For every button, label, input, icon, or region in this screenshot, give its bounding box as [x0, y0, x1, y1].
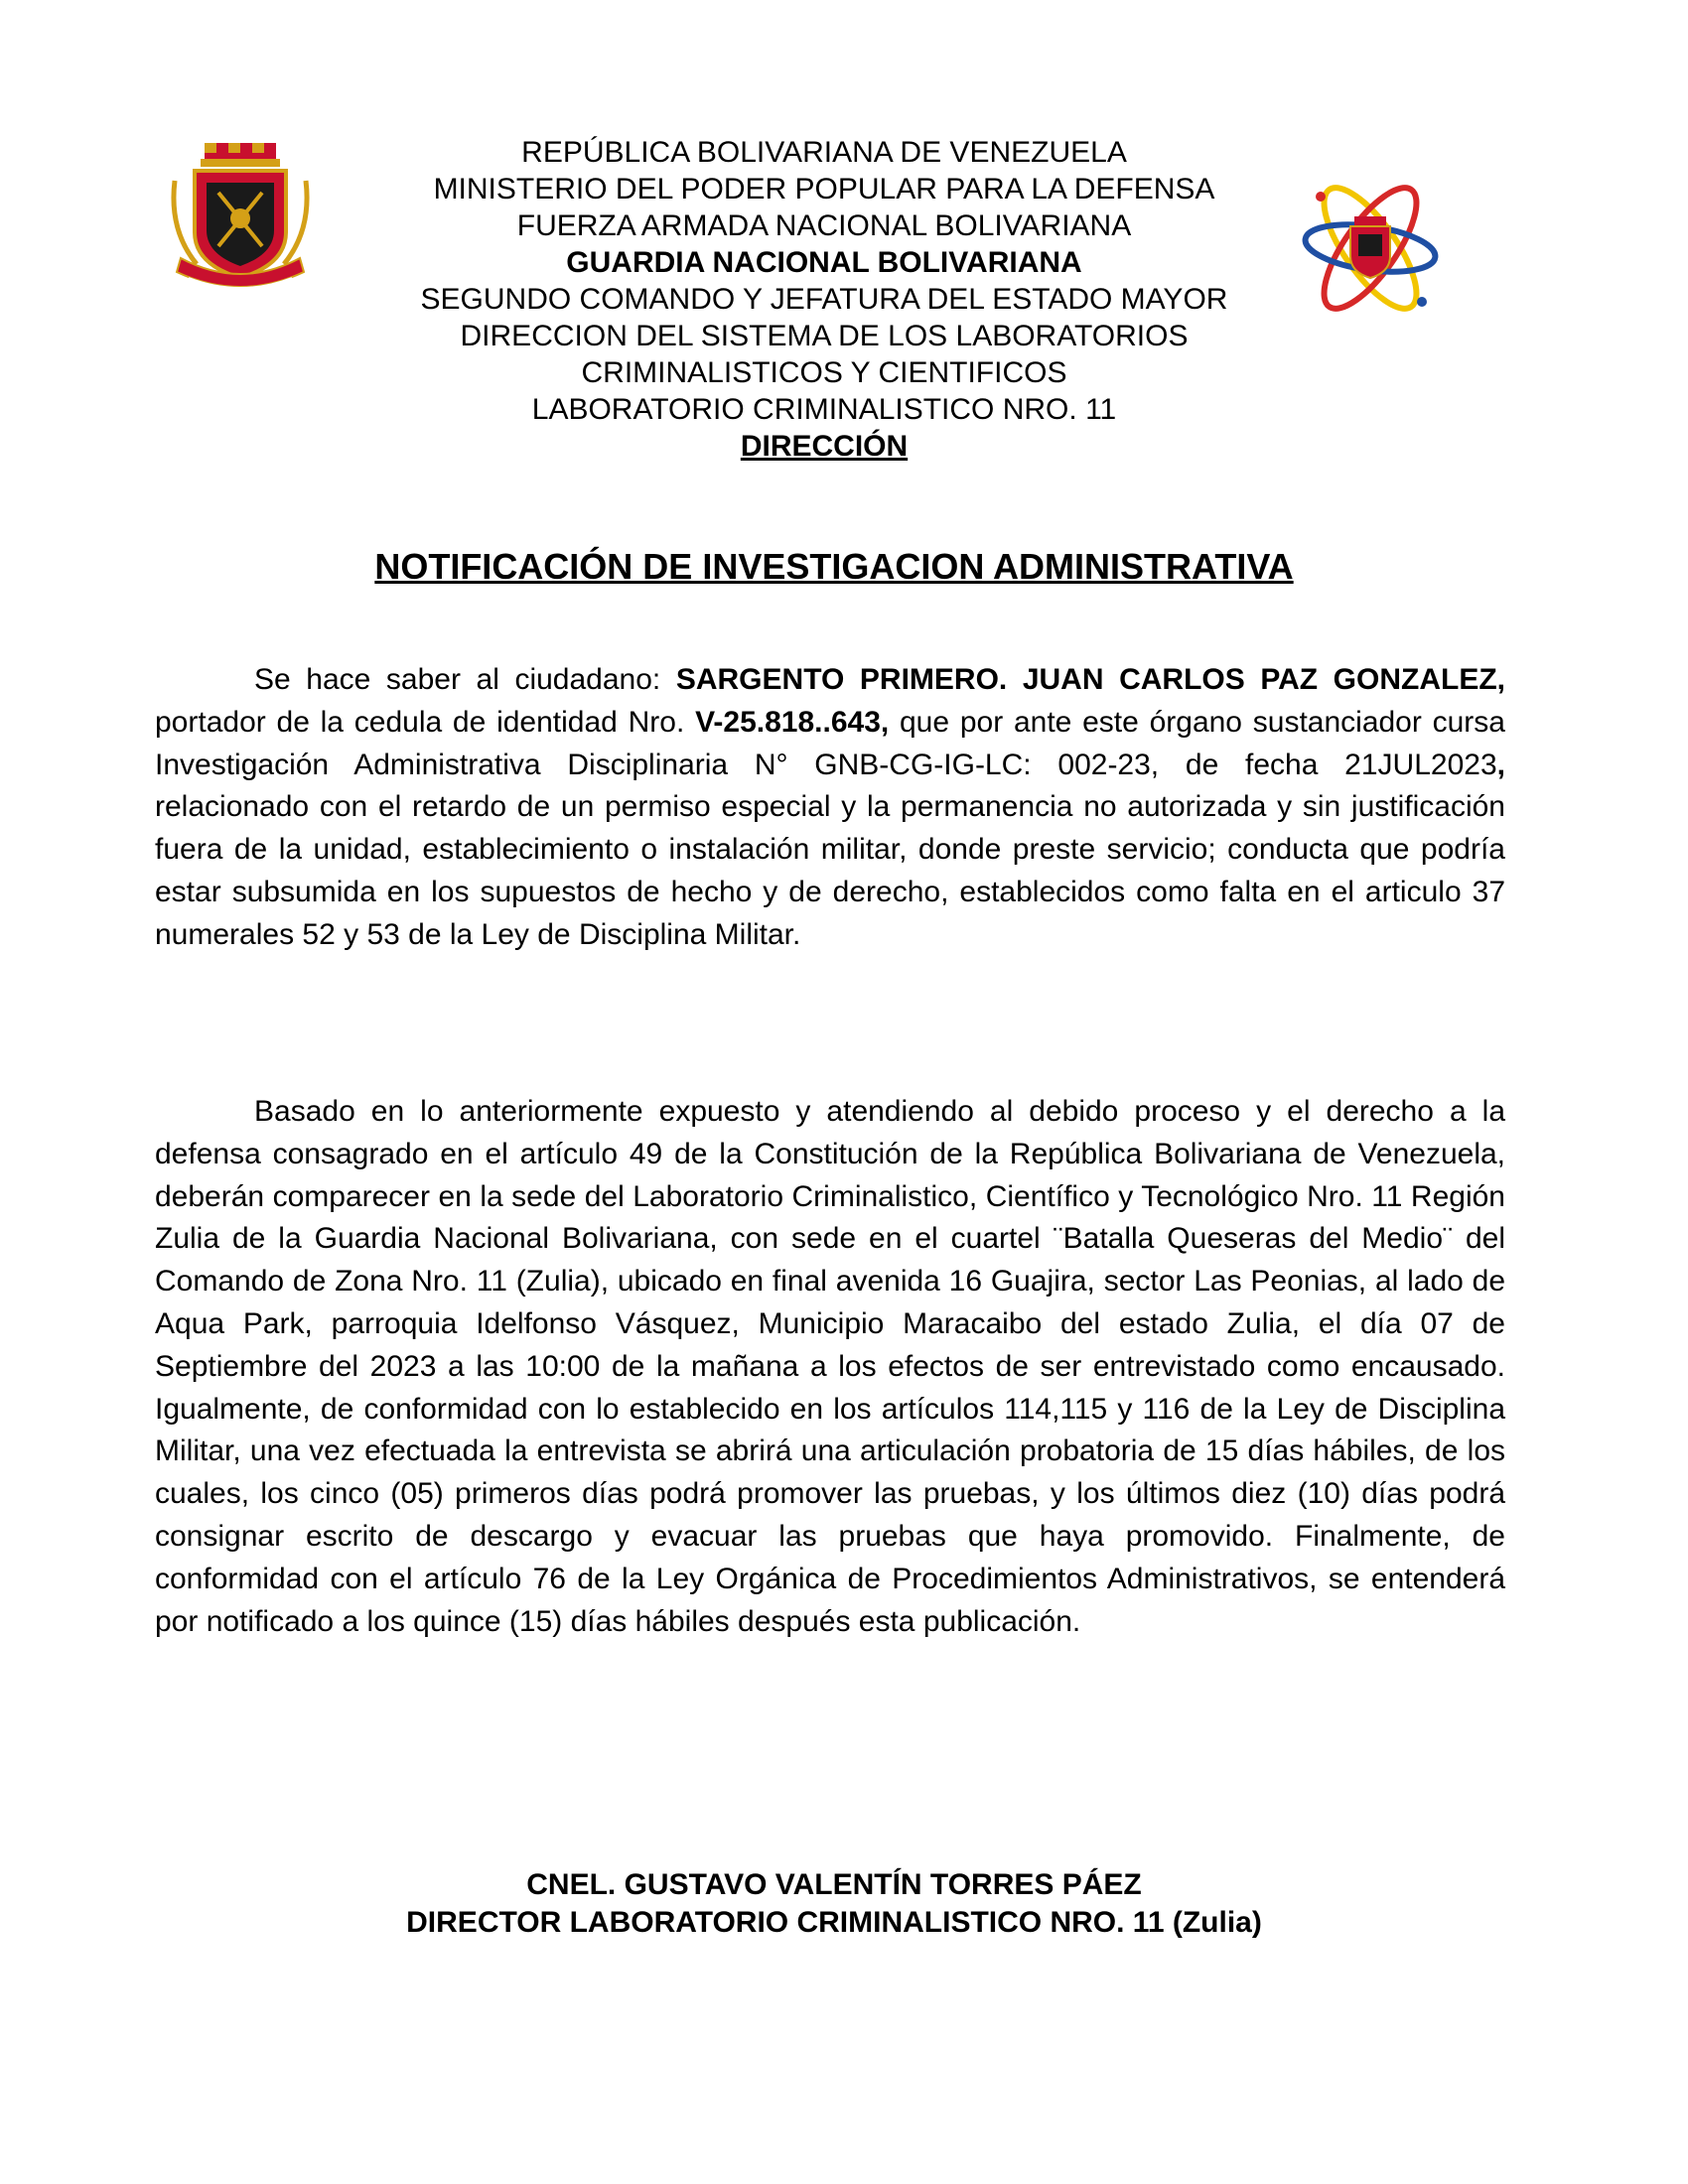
signer-title: DIRECTOR LABORATORIO CRIMINALISTICO NRO. 11 (Zulia) [406, 1906, 1262, 1939]
header-direction-system: DIRECCION DEL SISTEMA DE LOS LABORATORIOS [460, 320, 1189, 352]
header-labs: CRIMINALISTICOS Y CIENTIFICOS [581, 356, 1067, 389]
header-country: REPÚBLICA BOLIVARIANA DE VENEZUELA [521, 136, 1127, 169]
gnb-crest-icon [167, 141, 314, 300]
header-command: SEGUNDO COMANDO Y JEFATURA DEL ESTADO MAYOR [420, 283, 1228, 316]
header-lab-number: LABORATORIO CRIMINALISTICO NRO. 11 [531, 393, 1117, 426]
document-header [298, 134, 1350, 465]
citizen-id: V-25.818..643, [695, 705, 890, 739]
header-ministry: MINISTERIO DEL PODER POPULAR PARA LA DEFENSA [433, 173, 1215, 205]
notification-paragraph [155, 659, 1505, 957]
summons-paragraph: Basado en lo anteriormente expuesto y atendiendo al debido proceso y el derecho a la defensa consagrado en el artículo 49 de la Constitución de la República Bolivariana de Venezuela, deberán comparecer en la sede del Laboratorio Criminalistico, Científico y Tecnológico Nro. 11 Región Zulia de la Guardia Nacional Bolivariana, con sede en el cuartel ¨Batalla Queseras del Medio¨ del Comando de Zona Nro. 11 (Zulia), ubicado en final avenida 16 Guajira, sector Las Peonias, al lado de Aqua Park, parroquia Idelfonso Vásquez, Municipio Maracaibo del estado Zulia, el día 07 de Septiembre del 2023 a las 10:00 de la mañana a los efectos de ser entrevistado como encausado. Igualmente, de conformidad con lo establecido en los artículos 114,115 y 116 de la Ley de Disciplina Militar, una vez efectuada la entrevista se abrirá una articulación probatoria de 15 días hábiles, de los cuales, los cinco (05) primeros días podrá promover las pruebas, y los últimos diez (10) días podrá consignar escrito de descargo y evacuar las pruebas que haya promovido. Finalmente, de conformidad con el artículo 76 de la Ley Orgánica de Procedimientos Administrativos, se entenderá por notificado a los quince (15) días hábiles después esta publicación. [155, 1095, 1505, 1638]
para1-text-3: que por ante este órgano sustanciador cursa Investigación Administrativa Disciplinaria N° GNB-CG-IG-LC: 002-23, de fecha 21JUL2023 [155, 705, 1505, 781]
signature-block [149, 1866, 1519, 1942]
document-title: NOTIFICACIÓN DE INVESTIGACION ADMINISTRATIVA [374, 546, 1294, 587]
header-armed-forces: FUERZA ARMADA NACIONAL BOLIVARIANA [516, 209, 1132, 242]
para1-comma: , [1496, 748, 1505, 781]
signer-name: CNEL. GUSTAVO VALENTÍN TORRES PÁEZ [526, 1868, 1142, 1901]
citizen-name: SARGENTO PRIMERO. JUAN CARLOS PAZ GONZALEZ, [675, 663, 1505, 696]
para1-text-4: relacionado con el retardo de un permiso especial y la permanencia no autorizada y sin justificación fuera de la unidad, establecimiento o instalación militar, donde preste servicio; conducta que podría estar subsumida en los supuestos de hecho y de derecho, establecidos como falta en el articulo 37 numerales 52 y 53 de la Ley de Disciplina Militar. [155, 790, 1505, 951]
header-direccion: DIRECCIÓN [740, 430, 909, 463]
header-guard: GUARDIA NACIONAL BOLIVARIANA [566, 246, 1082, 279]
para1-text-1: Se hace saber al ciudadano: [254, 663, 676, 696]
para1-text-2: portador de la cedula de identidad Nro. [155, 705, 696, 739]
